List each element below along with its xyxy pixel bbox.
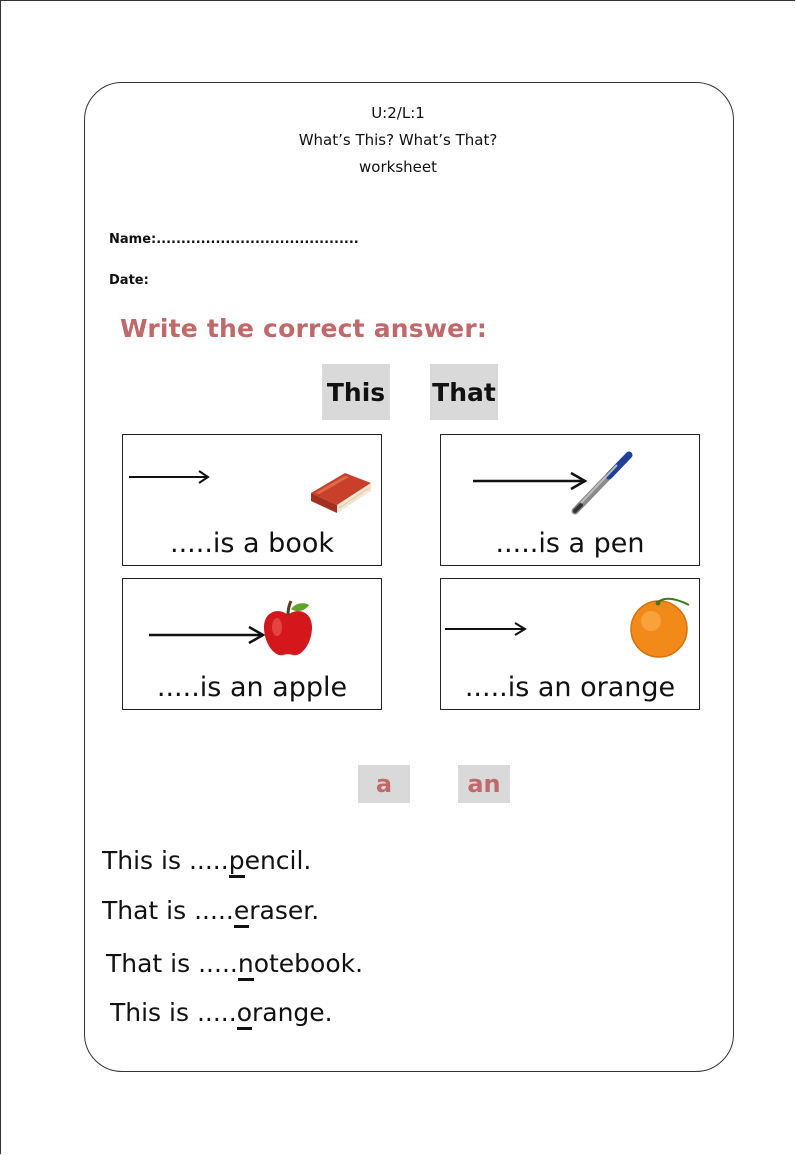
card-apple: [122, 578, 382, 710]
sentence-3: That is .....notebook.: [106, 949, 363, 978]
option-that: That: [430, 364, 498, 420]
instruction-text: Write the correct answer:: [120, 314, 488, 343]
option-this: This: [322, 364, 390, 420]
name-field[interactable]: Name:.........................................: [109, 232, 359, 247]
arrow-icon: [147, 623, 267, 647]
option-a: a: [358, 765, 410, 803]
sentence-1: This is .....pencil.: [102, 846, 311, 875]
pen-icon: [567, 451, 637, 517]
date-field[interactable]: Date:: [109, 273, 149, 288]
book-icon: [305, 463, 375, 519]
worksheet-subtitle: worksheet: [359, 158, 437, 176]
worksheet-title: What’s This? What’s That?: [298, 131, 498, 149]
card-pen: [440, 434, 700, 566]
option-an: an: [458, 765, 510, 803]
card-book: [122, 434, 382, 566]
arrow-icon: [443, 617, 533, 641]
card-caption: .....is an apple: [156, 672, 348, 703]
card-caption: .....is an orange: [464, 672, 676, 703]
card-caption: .....is a book: [169, 528, 334, 559]
sentence-4: This is .....orange.: [110, 998, 333, 1027]
apple-icon: [261, 599, 315, 659]
sentence-2: That is .....eraser.: [102, 896, 319, 925]
card-caption: .....is a pen: [495, 528, 645, 559]
card-orange: [440, 578, 700, 710]
arrow-icon: [127, 465, 217, 489]
orange-icon: [627, 595, 693, 659]
unit-label: U:2/L:1: [371, 104, 425, 122]
